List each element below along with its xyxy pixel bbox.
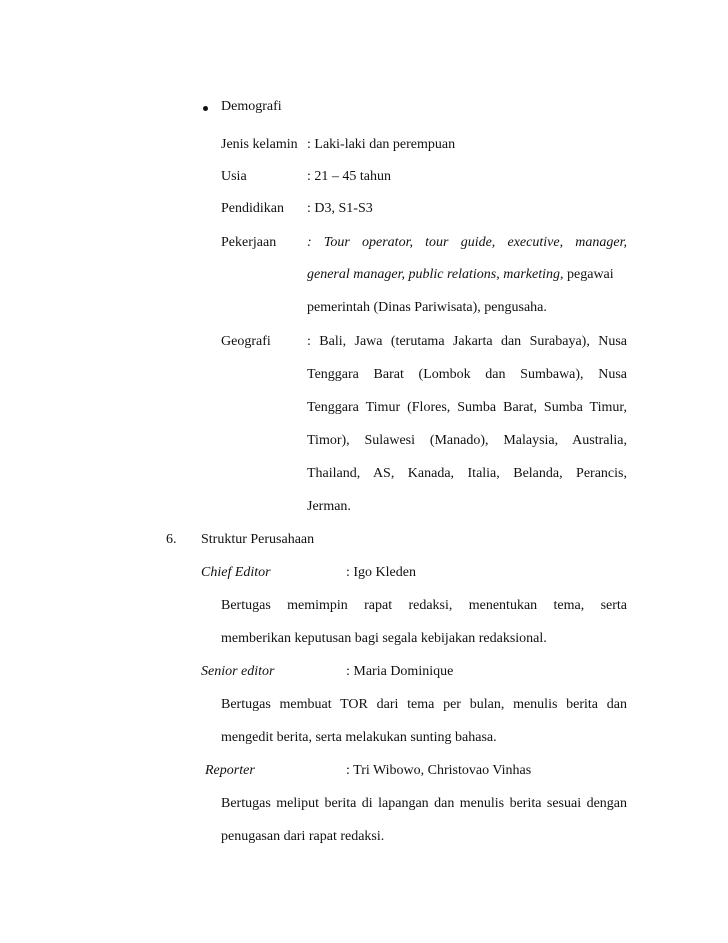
- role-title-chief-editor: Chief Editor: [201, 565, 271, 580]
- demografi-value-education: : D3, S1-S3: [307, 201, 373, 216]
- demografi-value-geography-line: Tenggara Barat (Lombok dan Sumbawa), Nusa: [307, 367, 627, 382]
- demografi-value-geography-line: Jerman.: [307, 499, 351, 514]
- role-desc-reporter-line: penugasan dari rapat redaksi.: [221, 829, 385, 844]
- bullet-icon: [203, 106, 208, 111]
- demografi-value-geography-line: : Bali, Jawa (terutama Jakarta dan Surabaya), Nusa: [307, 334, 627, 349]
- occupation-italic-text: general manager, public relations, marketing: [307, 267, 561, 282]
- role-name-reporter: : Tri Wibowo, Christovao Vinhas: [346, 763, 532, 778]
- demografi-label-gender: Jenis kelamin: [221, 137, 298, 152]
- role-title-reporter: Reporter: [205, 763, 255, 778]
- section-number: 6.: [166, 532, 177, 547]
- demografi-heading: Demografi: [221, 99, 282, 114]
- demografi-value-geography-line: Timor), Sulawesi (Manado), Malaysia, Australia,: [307, 433, 627, 448]
- role-name-senior-editor: : Maria Dominique: [346, 664, 454, 679]
- role-desc-senior-editor-line: mengedit berita, serta melakukan sunting bahasa.: [221, 730, 497, 745]
- section-heading: Struktur Perusahaan: [201, 532, 315, 547]
- role-desc-chief-editor-line: memberikan keputusan bagi segala kebijakan redaksional.: [221, 631, 547, 646]
- demografi-label-geography: Geografi: [221, 334, 271, 349]
- role-desc-chief-editor-line: Bertugas memimpin rapat redaksi, menentukan tema, serta: [221, 598, 627, 613]
- role-desc-senior-editor-line: Bertugas membuat TOR dari tema per bulan, menulis berita dan: [221, 697, 627, 712]
- demografi-value-occupation-line: pemerintah (Dinas Pariwisata), pengusaha.: [307, 300, 547, 315]
- role-desc-reporter-line: Bertugas meliput berita di lapangan dan menulis berita sesuai dengan: [221, 796, 627, 811]
- role-name-chief-editor: : Igo Kleden: [346, 565, 416, 580]
- demografi-label-occupation: Pekerjaan: [221, 235, 277, 250]
- demografi-value-geography-line: Thailand, AS, Kanada, Italia, Belanda, Perancis,: [307, 466, 627, 481]
- occupation-plain-text: , pegawai: [560, 267, 614, 282]
- demografi-value-occupation-line: : Tour operator, tour guide, executive, manager,: [307, 235, 627, 250]
- demografi-value-geography-line: Tenggara Timur (Flores, Sumba Barat, Sumba Timur,: [307, 400, 627, 415]
- demografi-label-education: Pendidikan: [221, 201, 284, 216]
- demografi-value-occupation-line: [307, 268, 627, 282]
- demografi-label-age: Usia: [221, 169, 247, 184]
- demografi-value-gender: : Laki-laki dan perempuan: [307, 137, 456, 152]
- role-title-senior-editor: Senior editor: [201, 664, 275, 679]
- demografi-value-age: : 21 – 45 tahun: [307, 169, 391, 184]
